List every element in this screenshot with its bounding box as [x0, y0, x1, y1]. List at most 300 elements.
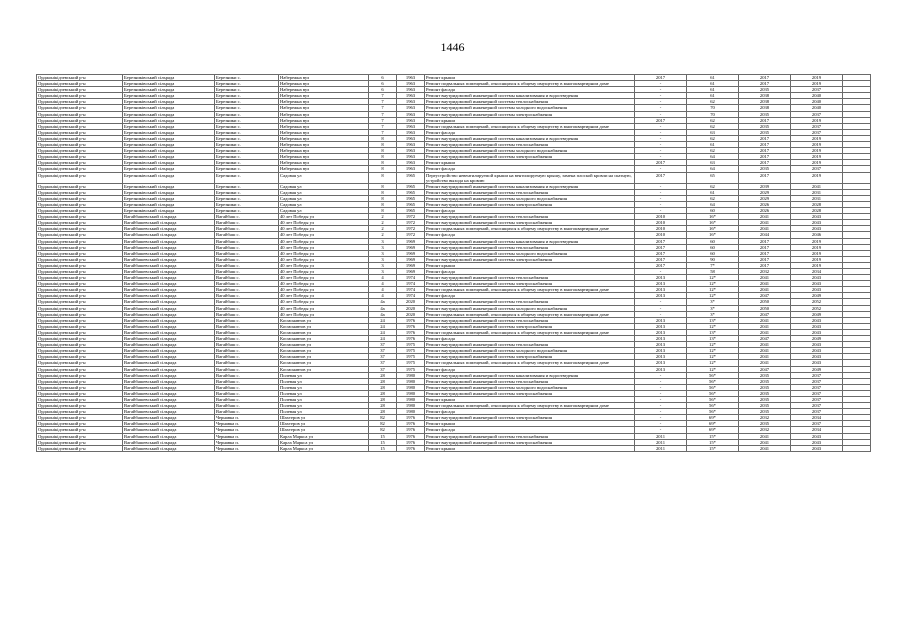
cell-build-year: 1976: [397, 421, 425, 427]
cell-build-year: 1969: [397, 238, 425, 244]
cell-locality: Березники с.: [215, 142, 279, 148]
cell-locality: Вагайбаш с.: [215, 354, 279, 360]
cell-house-number: 28: [369, 396, 397, 402]
cell-street: Набережна вул: [279, 166, 369, 172]
cell-street: Космонавтов ул: [279, 317, 369, 323]
cell-settlement: Вагайбашевський сільрада: [123, 433, 215, 439]
cell-work-type: Ремонт внутридомовой инженерной системы теплоснабжения: [425, 214, 635, 220]
cell-street: Полевая ул: [279, 372, 369, 378]
cell-district: Орджонікідзевський р-н: [37, 142, 123, 148]
cell-plan-start: 2041: [739, 433, 791, 439]
cell-wear-percent: 12*: [687, 366, 739, 372]
cell-street: Карла Маркса ул: [279, 433, 369, 439]
cell-work-type: Ремонт внутридомовой инженерной системы теплоснабжения: [425, 99, 635, 105]
cell-plan-end: 2037: [791, 378, 843, 384]
cell-street: Набережна вул: [279, 148, 369, 154]
cell-district: Орджонікідзевський р-н: [37, 366, 123, 372]
cell-work-type: Ремонт фасада: [425, 232, 635, 238]
cell-settlement: Вагайбашевський сільрада: [123, 293, 215, 299]
cell-district: Орджонікідзевський р-н: [37, 354, 123, 360]
cell-wear-percent: 16*: [687, 226, 739, 232]
cell-build-year: 1974: [397, 287, 425, 293]
cell-plan-start: 2041: [739, 214, 791, 220]
cell-settlement: Березниківський сільрада: [123, 201, 215, 207]
cell-build-year: 1980: [397, 396, 425, 402]
cell-wear-percent: 56*: [687, 384, 739, 390]
cell-last-repair-year: 2017: [635, 262, 687, 268]
cell-last-repair-year: -: [635, 81, 687, 87]
cell-wear-percent: 12*: [687, 348, 739, 354]
cell-district: Орджонікідзевський р-н: [37, 445, 123, 451]
cell-plan-end: 2040: [791, 99, 843, 105]
cell-district: Орджонікідзевський р-н: [37, 111, 123, 117]
cell-plan-end: 2019: [791, 135, 843, 141]
cell-plan-end: 2019: [791, 81, 843, 87]
cell-district: Орджонікідзевський р-н: [37, 281, 123, 287]
cell-house-number: 15: [369, 439, 397, 445]
cell-street: Набережна вул: [279, 87, 369, 93]
cell-build-year: 1963: [397, 117, 425, 123]
cell-build-year: 1969: [397, 256, 425, 262]
cell-locality: Вагайбаш с.: [215, 336, 279, 342]
cell-last-repair-year: -: [635, 93, 687, 99]
cell-wear-percent: 15*: [687, 433, 739, 439]
cell-street: 40 лет Победы ул: [279, 256, 369, 262]
cell-build-year: 1963: [397, 142, 425, 148]
cell-street: 40 лет Победы ул: [279, 269, 369, 275]
cell-house-number: 28: [369, 372, 397, 378]
cell-locality: Березники с.: [215, 160, 279, 166]
cell-wear-percent: 61: [687, 93, 739, 99]
cell-locality: Вагайбаш с.: [215, 232, 279, 238]
cell-locality: Березники с.: [215, 189, 279, 195]
cell-last-repair-year: 2017: [635, 250, 687, 256]
cell-district: Орджонікідзевський р-н: [37, 238, 123, 244]
cell-district: Орджонікідзевський р-н: [37, 135, 123, 141]
cell-work-type: Ремонт крыши: [425, 396, 635, 402]
cell-build-year: 1965: [397, 201, 425, 207]
cell-plan-end: 2037: [791, 396, 843, 402]
cell-locality: Вагайбаш с.: [215, 317, 279, 323]
cell-wear-percent: 62: [687, 195, 739, 201]
cell-last-repair-year: 2010: [635, 214, 687, 220]
cell-district: Орджонікідзевський р-н: [37, 105, 123, 111]
cell-street: Полевая ул: [279, 384, 369, 390]
cell-last-repair-year: 2017: [635, 160, 687, 166]
cell-house-number: 37: [369, 366, 397, 372]
cell-locality: Березники с.: [215, 75, 279, 81]
cell-street: Набережна вул: [279, 75, 369, 81]
cell-district: Орджонікідзевський р-н: [37, 117, 123, 123]
cell-build-year: 1976: [397, 427, 425, 433]
cell-locality: Вагайбаш с.: [215, 238, 279, 244]
cell-district: Орджонікідзевський р-н: [37, 269, 123, 275]
cell-locality: Вагайбаш с.: [215, 390, 279, 396]
cell-district: Орджонікідзевський р-н: [37, 160, 123, 166]
cell-wear-percent: 69*: [687, 415, 739, 421]
cell-work-type: Ремонт внутридомовой инженерной системы электроснабжения: [425, 323, 635, 329]
cell-street: Космонавтов ул: [279, 336, 369, 342]
cell-settlement: Березниківський сільрада: [123, 160, 215, 166]
cell-locality: Вагайбаш с.: [215, 214, 279, 220]
cell-street: Карла Маркса ул: [279, 445, 369, 451]
cell-last-repair-year: -: [635, 305, 687, 311]
cell-last-repair-year: 2017: [635, 172, 687, 183]
cell-street: Космонавтов ул: [279, 354, 369, 360]
cell-last-repair-year: -: [635, 208, 687, 214]
cell-work-type: Ремонт подвальных помещений, относящихся к общему имуществу в многоквартирном доме: [425, 226, 635, 232]
cell-settlement: Вагайбашевський сільрада: [123, 439, 215, 445]
cell-work-type: Ремонт внутридомовой инженерной системы электроснабжения: [425, 201, 635, 207]
cell-plan-start: 2017: [739, 154, 791, 160]
cell-settlement: Вагайбашевський сільрада: [123, 299, 215, 305]
cell-house-number: 4: [369, 275, 397, 281]
cell-street: Карла Маркса ул: [279, 439, 369, 445]
cell-last-repair-year: -: [635, 183, 687, 189]
cell-wear-percent: 69*: [687, 427, 739, 433]
cell-street: 40 лет Победы ул: [279, 293, 369, 299]
cell-plan-end: 2043: [791, 342, 843, 348]
cell-plan-start: 2017: [739, 142, 791, 148]
cell-work-type: Ремонт подвальных помещений, относящихся к общему имуществу в многоквартирном доме: [425, 311, 635, 317]
cell-plan-end: 2049: [791, 311, 843, 317]
cell-last-repair-year: 2013: [635, 342, 687, 348]
cell-plan-start: 2038: [739, 105, 791, 111]
cell-plan-start: 2041: [739, 275, 791, 281]
cell-work-type: Ремонт внутридомовой инженерной системы канализования и водоотведения: [425, 238, 635, 244]
cell-plan-start: 2047: [739, 293, 791, 299]
cell-last-repair-year: 2013: [635, 354, 687, 360]
cell-street: Набережна вул: [279, 154, 369, 160]
cell-work-type: Ремонт внутридомовой инженерной системы канализования и водоотведения: [425, 183, 635, 189]
cell-plan-end: 2037: [791, 111, 843, 117]
cell-wear-percent: 13*: [687, 317, 739, 323]
cell-settlement: Вагайбашевський сільрада: [123, 226, 215, 232]
cell-street: Садовая ул: [279, 208, 369, 214]
cell-house-number: 7: [369, 105, 397, 111]
cell-street: Шахтеров ул: [279, 415, 369, 421]
cell-settlement: Березниківський сільрада: [123, 99, 215, 105]
cell-plan-end: 2028: [791, 208, 843, 214]
cell-build-year: 1976: [397, 415, 425, 421]
cell-house-number: 8: [369, 154, 397, 160]
cell-district: Орджонікідзевський р-н: [37, 262, 123, 268]
cell-plan-end: 2043: [791, 281, 843, 287]
cell-work-type: Ремонт внутридомовой инженерной системы теплоснабжения: [425, 189, 635, 195]
cell-last-repair-year: -: [635, 105, 687, 111]
cell-build-year: 1975: [397, 354, 425, 360]
cell-plan-start: 2041: [739, 220, 791, 226]
cell-wear-percent: 3*: [687, 299, 739, 305]
cell-street: Набережна вул: [279, 135, 369, 141]
cell-street: 40 лет Победы ул: [279, 287, 369, 293]
cell-last-repair-year: -: [635, 421, 687, 427]
cell-last-repair-year: -: [635, 403, 687, 409]
cell-locality: Вагайбаш с.: [215, 244, 279, 250]
cell-settlement: Вагайбашевський сільрада: [123, 396, 215, 402]
cell-build-year: 1963: [397, 99, 425, 105]
cell-settlement: Березниківський сільрада: [123, 142, 215, 148]
cell-plan-end: 2028: [791, 201, 843, 207]
cell-wear-percent: 61: [687, 81, 739, 87]
cell-house-number: 7: [369, 111, 397, 117]
cell-locality: Вагайбаш с.: [215, 287, 279, 293]
cell-wear-percent: 70: [687, 105, 739, 111]
cell-plan-start: 2035: [739, 396, 791, 402]
cell-locality: Вагайбаш с.: [215, 409, 279, 415]
cell-street: 40 лет Победы ул: [279, 244, 369, 250]
cell-wear-percent: 12*: [687, 323, 739, 329]
cell-build-year: 1975: [397, 360, 425, 366]
cell-house-number: 4: [369, 281, 397, 287]
cell-settlement: Вагайбашевський сільрада: [123, 269, 215, 275]
table-row: [37, 445, 871, 451]
table-body: [37, 75, 871, 452]
cell-locality: Березники с.: [215, 148, 279, 154]
cell-last-repair-year: -: [635, 384, 687, 390]
cell-street: Космонавтов ул: [279, 366, 369, 372]
cell-settlement: Вагайбашевський сільрада: [123, 384, 215, 390]
cell-work-type: Ремонт крыши: [425, 117, 635, 123]
cell-locality: Вагайбаш с.: [215, 275, 279, 281]
cell-plan-start: 2035: [739, 129, 791, 135]
cell-settlement: Березниківський сільрада: [123, 172, 215, 183]
cell-house-number: 7: [369, 123, 397, 129]
cell-street: 40 лет Победы ул: [279, 262, 369, 268]
cell-last-repair-year: 2013: [635, 329, 687, 335]
cell-wear-percent: 90: [687, 256, 739, 262]
cell-district: Орджонікідзевський р-н: [37, 129, 123, 135]
cell-district: Орджонікідзевський р-н: [37, 75, 123, 81]
cell-house-number: 3: [369, 269, 397, 275]
cell-district: Орджонікідзевський р-н: [37, 81, 123, 87]
cell-house-number: 8: [369, 148, 397, 154]
cell-wear-percent: 56*: [687, 396, 739, 402]
cell-plan-start: 2041: [739, 287, 791, 293]
cell-last-repair-year: -: [635, 372, 687, 378]
cell-house-number: 2: [369, 214, 397, 220]
cell-plan-start: 2041: [739, 323, 791, 329]
cell-plan-start: 2017: [739, 75, 791, 81]
cell-plan-end: 2049: [791, 293, 843, 299]
cell-settlement: Березниківський сільрада: [123, 154, 215, 160]
cell-house-number: 8: [369, 195, 397, 201]
cell-build-year: 1976: [397, 445, 425, 451]
cell-house-number: 28: [369, 384, 397, 390]
cell-house-number: 8: [369, 160, 397, 166]
cell-last-repair-year: 2011: [635, 445, 687, 451]
cell-last-repair-year: 2017: [635, 244, 687, 250]
cell-settlement: Вагайбашевський сільрада: [123, 329, 215, 335]
cell-street: Набережна вул: [279, 93, 369, 99]
cell-settlement: Вагайбашевський сільрада: [123, 275, 215, 281]
cell-locality: Вагайбаш с.: [215, 226, 279, 232]
cell-build-year: 1963: [397, 81, 425, 87]
cell-wear-percent: 62: [687, 148, 739, 154]
cell-wear-percent: 13*: [687, 336, 739, 342]
cell-wear-percent: 60: [687, 238, 739, 244]
cell-locality: Вагайбаш с.: [215, 329, 279, 335]
cell-work-type: Ремонт подвальных помещений, относящихся к общему имуществу в многоквартирном доме: [425, 81, 635, 87]
cell-locality: Березники с.: [215, 172, 279, 183]
cell-work-type: Ремонт внутридомовой инженерной системы холодного водоснабжения: [425, 105, 635, 111]
cell-plan-start: 2017: [739, 148, 791, 154]
cell-locality: Березники с.: [215, 129, 279, 135]
cell-work-type: Ремонт крыши: [425, 75, 635, 81]
cell-house-number: 4: [369, 287, 397, 293]
cell-plan-start: 2035: [739, 403, 791, 409]
cell-work-type: Ремонт подвальных помещений, относящихся к общему имуществу в многоквартирном доме: [425, 123, 635, 129]
cell-plan-start: 2039: [739, 183, 791, 189]
cell-settlement: Вагайбашевський сільрада: [123, 281, 215, 287]
cell-district: Орджонікідзевський р-н: [37, 439, 123, 445]
cell-wear-percent: 56*: [687, 378, 739, 384]
cell-plan-start: 2041: [739, 342, 791, 348]
cell-district: Орджонікідзевський р-н: [37, 99, 123, 105]
cell-plan-end: 2049: [791, 366, 843, 372]
cell-locality: Вагайбаш с.: [215, 293, 279, 299]
cell-plan-start: 2041: [739, 226, 791, 232]
cell-plan-end: 2034: [791, 415, 843, 421]
cell-work-type: Ремонт внутридомовой инженерной системы электроснабжения: [425, 439, 635, 445]
cell-house-number: 37: [369, 348, 397, 354]
cell-work-type: Ремонт внутридомовой инженерной системы холодного водоснабжения: [425, 195, 635, 201]
cell-settlement: Березниківський сільрада: [123, 166, 215, 172]
cell-locality: Вагайбаш с.: [215, 281, 279, 287]
cell-wear-percent: 60: [687, 250, 739, 256]
cell-locality: Березники с.: [215, 87, 279, 93]
cell-plan-end: 2043: [791, 275, 843, 281]
cell-build-year: 1974: [397, 281, 425, 287]
cell-work-type: Ремонт фасада: [425, 336, 635, 342]
cell-wear-percent: 64: [687, 201, 739, 207]
cell-street: 40 лет Победы ул: [279, 281, 369, 287]
cell-plan-end: 2037: [791, 421, 843, 427]
cell-work-type: Переустройство невентилируемой крыши на вентилируемую крышу, замена плоской кровли на скатную, устройство выхода на кровлю: [425, 172, 635, 183]
cell-plan-start: 2035: [739, 111, 791, 117]
cell-wear-percent: 61: [687, 189, 739, 195]
cell-house-number: 2: [369, 232, 397, 238]
cell-house-number: 8: [369, 142, 397, 148]
cell-street: 40 лет Победы ул: [279, 250, 369, 256]
cell-last-repair-year: 2010: [635, 232, 687, 238]
cell-settlement: Вагайбашевський сільрада: [123, 366, 215, 372]
cell-work-type: Ремонт фасада: [425, 427, 635, 433]
table-row: [37, 172, 871, 183]
cell-settlement: Вагайбашевський сільрада: [123, 262, 215, 268]
cell-street: Космонавтов ул: [279, 342, 369, 348]
cell-last-repair-year: 2013: [635, 317, 687, 323]
cell-wear-percent: 58: [687, 269, 739, 275]
cell-plan-start: 2035: [739, 123, 791, 129]
cell-house-number: 6: [369, 87, 397, 93]
cell-plan-end: 2019: [791, 142, 843, 148]
cell-district: Орджонікідзевський р-н: [37, 183, 123, 189]
cell-locality: Чернавка п.: [215, 445, 279, 451]
cell-wear-percent: 7*: [687, 262, 739, 268]
cell-plan-end: 2037: [791, 390, 843, 396]
cell-house-number: 4а: [369, 311, 397, 317]
cell-street: Набережна вул: [279, 117, 369, 123]
cell-settlement: Вагайбашевський сільрада: [123, 421, 215, 427]
cell-wear-percent: 61: [687, 75, 739, 81]
cell-settlement: Березниківський сільрада: [123, 208, 215, 214]
cell-plan-start: 2041: [739, 360, 791, 366]
cell-build-year: 1976: [397, 336, 425, 342]
cell-locality: Березники с.: [215, 123, 279, 129]
cell-settlement: Вагайбашевський сільрада: [123, 214, 215, 220]
cell-build-year: 1963: [397, 135, 425, 141]
cell-district: Орджонікідзевський р-н: [37, 360, 123, 366]
cell-street: Набережна вул: [279, 99, 369, 105]
cell-house-number: 82: [369, 421, 397, 427]
cell-build-year: 1963: [397, 105, 425, 111]
cell-house-number: 7: [369, 99, 397, 105]
cell-settlement: Вагайбашевський сільрада: [123, 305, 215, 311]
cell-locality: Вагайбаш с.: [215, 360, 279, 366]
cell-settlement: Вагайбашевський сільрада: [123, 232, 215, 238]
cell-build-year: 1975: [397, 342, 425, 348]
cell-build-year: 1975: [397, 366, 425, 372]
cell-wear-percent: 12*: [687, 354, 739, 360]
cell-settlement: Вагайбашевський сільрада: [123, 415, 215, 421]
cell-work-type: Ремонт внутридомовой инженерной системы электроснабжения: [425, 281, 635, 287]
cell-plan-start: 2041: [739, 348, 791, 354]
cell-street: Садовая ул: [279, 201, 369, 207]
cell-work-type: Ремонт фасада: [425, 166, 635, 172]
cell-street: Шахтеров ул: [279, 421, 369, 427]
cell-build-year: 1980: [397, 390, 425, 396]
cell-locality: Вагайбаш с.: [215, 311, 279, 317]
cell-work-type: Ремонт фасада: [425, 129, 635, 135]
cell-work-type: Ремонт подвальных помещений, относящихся к общему имуществу в многоквартирном доме: [425, 403, 635, 409]
cell-plan-start: 2035: [739, 390, 791, 396]
cell-build-year: 1972: [397, 226, 425, 232]
cell-last-repair-year: 2010: [635, 220, 687, 226]
cell-house-number: 82: [369, 415, 397, 421]
cell-house-number: 2: [369, 220, 397, 226]
cell-plan-end: 2046: [791, 232, 843, 238]
cell-house-number: 28: [369, 390, 397, 396]
cell-settlement: Вагайбашевський сільрада: [123, 360, 215, 366]
cell-district: Орджонікідзевський р-н: [37, 378, 123, 384]
cell-locality: Березники с.: [215, 99, 279, 105]
cell-plan-end: 2019: [791, 238, 843, 244]
cell-house-number: 24: [369, 336, 397, 342]
cell-district: Орджонікідзевський р-н: [37, 201, 123, 207]
cell-wear-percent: 12*: [687, 342, 739, 348]
cell-wear-percent: 12*: [687, 281, 739, 287]
cell-build-year: 1969: [397, 269, 425, 275]
cell-district: Орджонікідзевський р-н: [37, 195, 123, 201]
cell-house-number: 3: [369, 262, 397, 268]
cell-street: Космонавтов ул: [279, 348, 369, 354]
cell-house-number: 3: [369, 244, 397, 250]
cell-wear-percent: 12*: [687, 275, 739, 281]
cell-street: Полевая ул: [279, 409, 369, 415]
housing-repair-table: [36, 74, 871, 452]
cell-locality: Вагайбаш с.: [215, 372, 279, 378]
cell-street: 40 лет Победы ул: [279, 220, 369, 226]
cell-house-number: 8: [369, 208, 397, 214]
cell-plan-start: 2041: [739, 317, 791, 323]
cell-last-repair-year: 2011: [635, 439, 687, 445]
cell-build-year: 1976: [397, 317, 425, 323]
cell-last-repair-year: 2017: [635, 117, 687, 123]
cell-wear-percent: 62: [687, 183, 739, 189]
cell-street: Полевая ул: [279, 378, 369, 384]
cell-plan-start: 2035: [739, 421, 791, 427]
